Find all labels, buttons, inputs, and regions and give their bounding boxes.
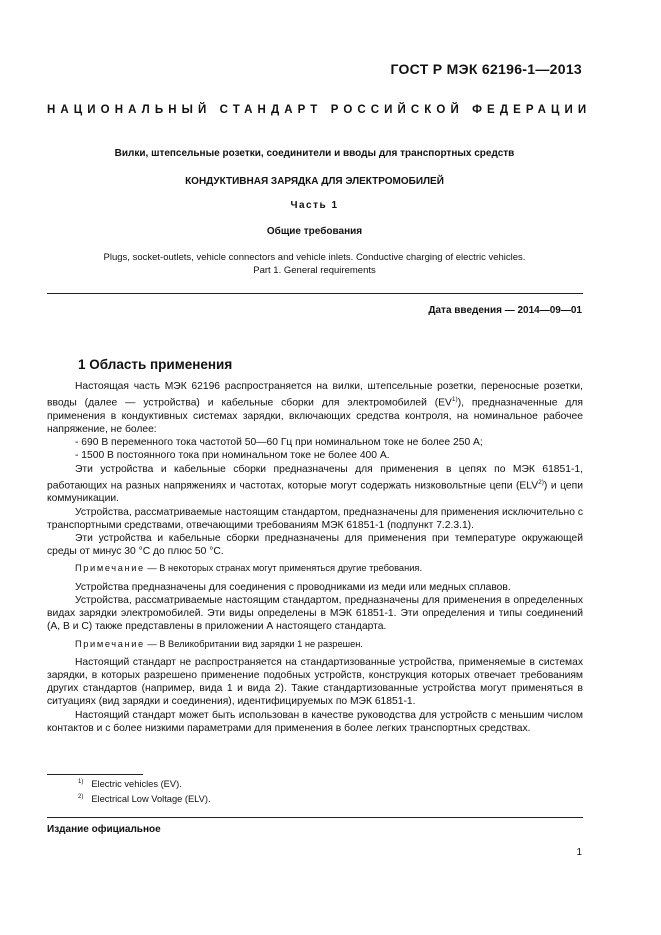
paragraph-3: Устройства, рассматриваемые настоящим стандартом, предназначены для применения исключительно с транспортными средствами, отвечающими требованиям МЭК 61851-1 (подпункт 7.2.3.1). <box>47 506 583 531</box>
paragraph-4: Эти устройства и кабельные сборки предназначены для применения при температуре окружающей среды от минус 30 °С до плюс 50 °С. <box>47 533 583 558</box>
part-subtitle: Общие требования <box>266 226 363 237</box>
section-heading: 1 Область применения <box>78 357 233 372</box>
paragraph-7: Настоящий стандарт не распространяется на стандартизованные устройства, применяемые в системах зарядки, в которых разрешено применение подобных устройств, конструкция которых отвечает требованиям других стандартов (например, вида 1 и вида 2). Такие стандартизованные устройства могут применяться в ситуациях (вид зарядки и соединения), идентифицируемых по МЭК 61851-1. <box>47 656 583 708</box>
header-divider <box>47 293 583 294</box>
introduction-date: Дата введения — 2014—09—01 <box>428 305 582 316</box>
standard-title-line1: Вилки, штепсельные розетки, соединители и вводы для транспортных средств <box>114 148 515 159</box>
footnote-divider <box>47 774 143 775</box>
standard-title-line2: КОНДУКТИВНАЯ ЗАРЯДКА ДЛЯ ЭЛЕКТРОМОБИЛЕЙ <box>185 176 444 187</box>
note-2: Примечание — В Великобритании вид зарядки 1 не разрешен. <box>75 638 363 649</box>
note-label: Примечание <box>75 563 145 574</box>
footnote-ref-1[interactable]: 1) <box>451 396 458 404</box>
english-title-line2: Part 1. General requirements <box>253 265 376 276</box>
voltage-item-dc: - 1500 В постоянного тока при номинальном токе не более 400 А. <box>75 450 390 462</box>
edition-label: Издание официальное <box>47 824 161 835</box>
part-label: Часть 1 <box>290 200 339 211</box>
paragraph-6: Устройства, рассматриваемые настоящим стандартом, предназначены для применения в определенных видах зарядки электромобилей. Эти виды определены в МЭК 61851-1. Эти определения и типы соединений (А, В и С) также представлены в приложении А настоящего стандарта. <box>47 594 583 633</box>
section-body <box>47 380 583 735</box>
note-label: Примечание <box>75 638 145 649</box>
english-title-line1: Plugs, socket-outlets, vehicle connectors and vehicle inlets. Conductive charging of electric vehicles. <box>103 252 526 263</box>
paragraph-5: Устройства предназначены для соединения с проводниками из меди или медных сплавов. <box>75 581 511 593</box>
document-number: ГОСТ Р МЭК 62196-1—2013 <box>390 61 582 77</box>
footnote-ref-2[interactable]: 2) <box>538 478 544 486</box>
footnote-2: $^{2)}$ Electrical Low Voltage (ELV). <box>78 794 211 805</box>
paragraph-8: Настоящий стандарт может быть использован в качестве руководства для устройств с меньшим числом контактов и с более низкими параметрами для применения в более легких транспортных средствах. <box>47 709 583 734</box>
national-standard-heading: НАЦИОНАЛЬНЫЙ СТАНДАРТ РОССИЙСКОЙ ФЕДЕРАЦИИ <box>47 104 592 116</box>
footnote-1: $^{1)}$ Electric vehicles (EV). <box>78 779 182 790</box>
paragraph-2: Эти устройства и кабельные сборки предназначены для применения в цепях по МЭК 61851-1, работающих на разных напряжениях и частотах, которые могут содержать низковольтные цепи (ELV$^{2)}$) и цепи коммуникации. <box>47 463 583 505</box>
note-1: Примечание — В некоторых странах могут применяться другие требования. <box>75 563 423 574</box>
footer-divider <box>47 817 583 818</box>
voltage-item-ac: - 690 В переменного тока частотой 50—60 Гц при номинальном токе не более 250 А; <box>75 437 483 449</box>
page-number: 1 <box>576 847 582 858</box>
paragraph-1: Настоящая часть МЭК 62196 распространяется на вилки, штепсельные розетки, переносные розетки, вводы (далее — устройства) и кабельные сборки для электромобилей (EV$^{1)}$), предназначенные для применения в кондуктивных системах зарядки, включающих средства контроля, на номинальное рабочее напряжение, не более: <box>47 381 583 436</box>
